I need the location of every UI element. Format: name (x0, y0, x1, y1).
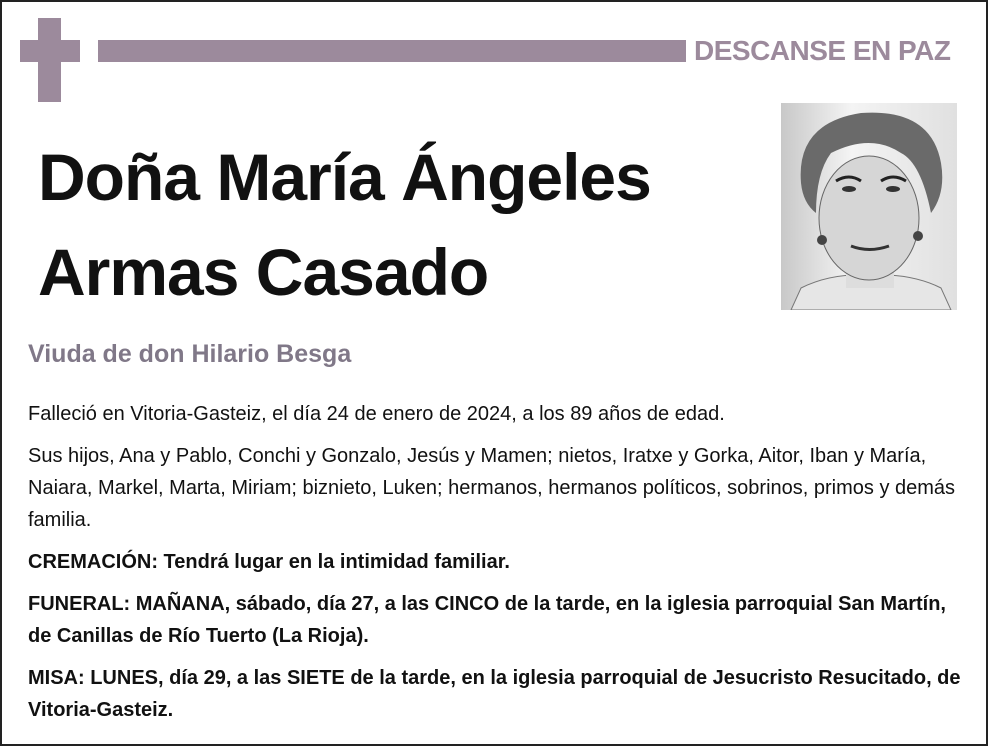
name-line-1: Doña María Ángeles (38, 140, 651, 214)
header-bar (98, 40, 686, 62)
mass-paragraph: MISA: LUNES, día 29, a las SIETE de la tarde, en la iglesia parroquial de Jesucristo Resucitado, de Vitoria-Gasteiz. (28, 667, 961, 721)
header-title: DESCANSE EN PAZ (694, 35, 951, 66)
death-paragraph: Falleció en Vitoria-Gasteiz, el día 24 de enero de 2024, a los 89 años de edad. (28, 403, 725, 425)
funeral-paragraph: FUNERAL: MAÑANA, sábado, día 27, a las CINCO de la tarde, en la iglesia parroquial San Martín, de Canillas de Río Tuerto (La Rioja). (28, 593, 946, 647)
family-paragraph: Sus hijos, Ana y Pablo, Conchi y Gonzalo, Jesús y Mamen; nietos, Iratxe y Gorka, Aitor, Iban y María, Naiara, Markel, Marta, Miriam; biznieto, Luken; hermanos, hermanos políticos, sobrinos, primos y demás familia. (28, 445, 956, 531)
notice-body (28, 398, 963, 736)
deceased-photo (781, 103, 957, 310)
subtitle: Viuda de don Hilario Besga (28, 340, 352, 368)
cremation-paragraph: CREMACIÓN: Tendrá lugar en la intimidad familiar. (28, 551, 510, 573)
name-line-2: Armas Casado (38, 235, 489, 309)
deceased-name (38, 130, 651, 320)
cross-icon-arm (20, 40, 80, 62)
